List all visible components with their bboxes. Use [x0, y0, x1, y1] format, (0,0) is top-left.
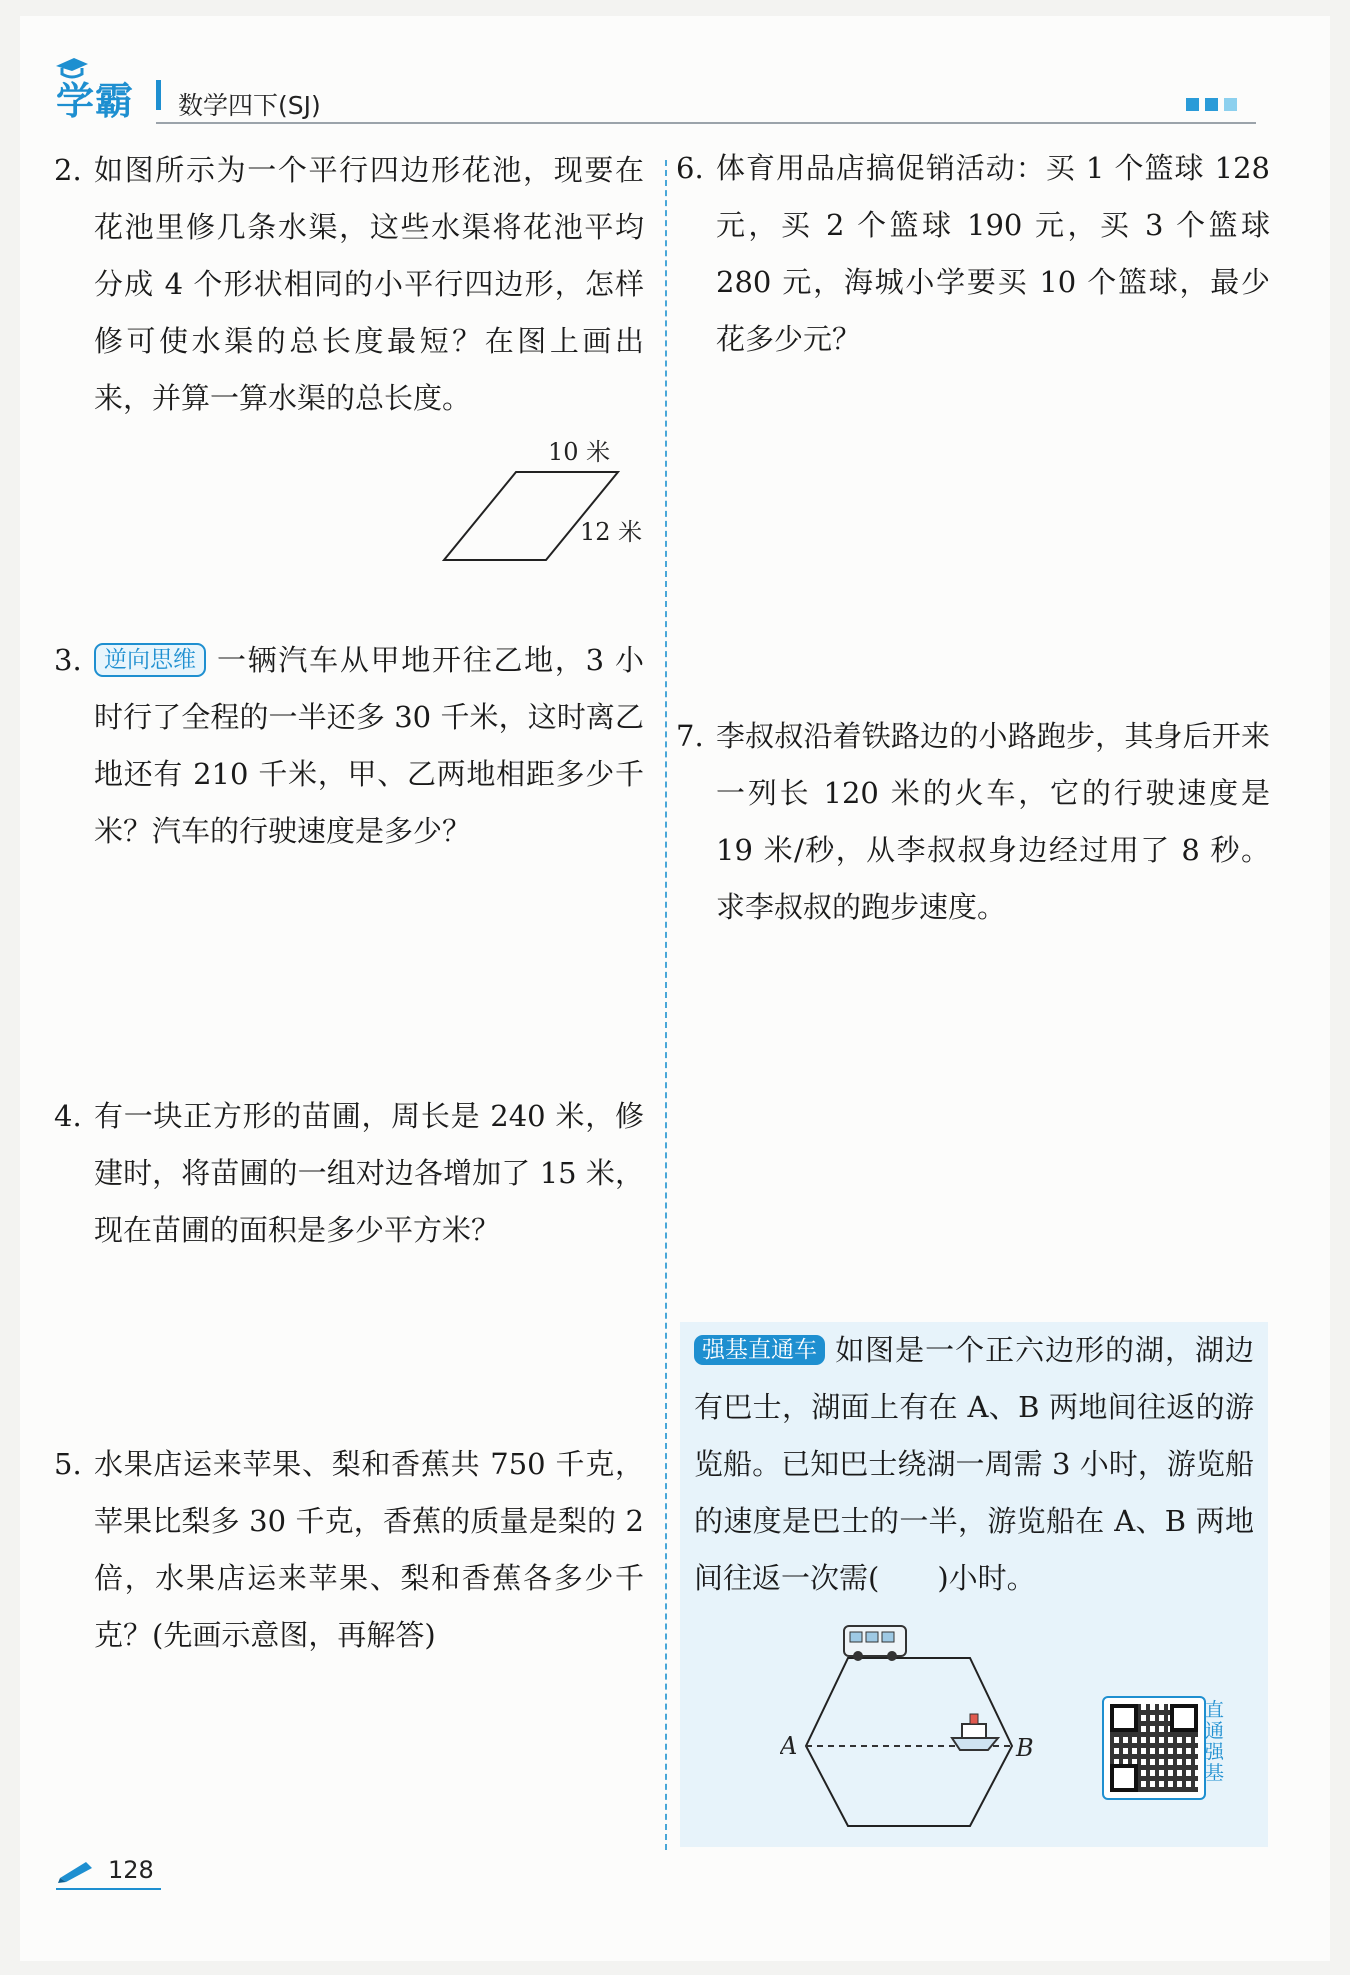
ferry-icon: [952, 1714, 998, 1750]
header-rule: [156, 122, 1256, 124]
qr-label: 直通强基: [1205, 1699, 1225, 1784]
column-divider: [665, 160, 667, 1850]
question-text: 李叔叔沿着铁路边的小路跑步，其身后开来一列长 120 米的火车，它的行驶速度是 19 米/秒，从李叔叔身边经过用了 8 秒。求李叔叔的跑步速度。: [716, 719, 1270, 924]
question-number: 5.: [54, 1447, 82, 1481]
bus-icon: [844, 1626, 906, 1661]
challenge-text: [694, 1322, 1254, 1607]
logo-divider: [156, 80, 161, 110]
parallelogram-shape: [444, 472, 618, 560]
point-a-label: A: [780, 1732, 798, 1760]
reverse-thinking-tag: 逆向思维: [94, 643, 206, 677]
page-number: 128: [108, 1856, 154, 1884]
question-number: 7.: [676, 719, 704, 753]
question-text: 体育用品店搞促销活动：买 1 个篮球 128 元，买 2 个篮球 190 元，买 3 个篮球 280 元，海城小学要买 10 个篮球，最少花多少元？: [716, 151, 1270, 356]
label-side: 12 米: [580, 518, 643, 546]
question-number: 2.: [54, 153, 82, 187]
footer-rule: [56, 1888, 161, 1890]
question-text: 水果店运来苹果、梨和香蕉共 750 千克，苹果比梨多 30 千克，香蕉的质量是梨的 2 倍，水果店运来苹果、梨和香蕉各多少千克？(先画示意图，再解答): [94, 1447, 644, 1652]
book-title: 数学四下(SJ): [178, 91, 321, 120]
header-decoration: [1186, 96, 1243, 115]
question-3: [54, 632, 644, 872]
qr-code[interactable]: [1102, 1696, 1206, 1800]
question-text: 有一块正方形的苗圃，周长是 240 米，修建时，将苗圃的一组对边各增加了 15 米，现在苗圃的面积是多少平方米？: [94, 1099, 644, 1247]
question-text: [94, 632, 644, 860]
challenge-body: 如图是一个正六边形的湖，湖边有巴士，湖面上有在 A、B 两地间往返的游览船。已知巴士绕湖一周需 3 小时，游览船的速度是巴士的一半，游览船在 A、B 两地间往返一次需( )小时。: [694, 1333, 1254, 1595]
question-number: 4.: [54, 1099, 82, 1133]
question-number: 6.: [676, 151, 704, 185]
pencil-icon: [56, 1858, 100, 1884]
logo: 学霸: [56, 79, 135, 123]
question-body: 一辆汽车从甲地开往乙地，3 小时行了全程的一半还多 30 千米，这时离乙地还有 210 千米，甲、乙两地相距多少千米？汽车的行驶速度是多少？: [94, 643, 645, 848]
question-4: [54, 1088, 644, 1268]
question-number: 3.: [54, 643, 82, 677]
point-b-label: B: [1016, 1734, 1034, 1762]
question-text: 如图所示为一个平行四边形花池，现要在花池里修几条水渠，这些水渠将花池平均分成 4 个形状相同的小平行四边形，怎样修可使水渠的总长度最短？在图上画出来，并算一算水渠的总长度。: [94, 153, 644, 415]
question-2: [54, 142, 644, 432]
label-top: 10 米: [548, 438, 611, 466]
hexagon-lake-diagram: [780, 1610, 1040, 1840]
question-6: [676, 140, 1270, 380]
question-7: [676, 708, 1270, 948]
challenge-tag: 强基直通车: [694, 1335, 825, 1365]
question-5: [54, 1436, 644, 1676]
parallelogram-diagram: [430, 430, 660, 570]
page-header: [56, 62, 1256, 130]
